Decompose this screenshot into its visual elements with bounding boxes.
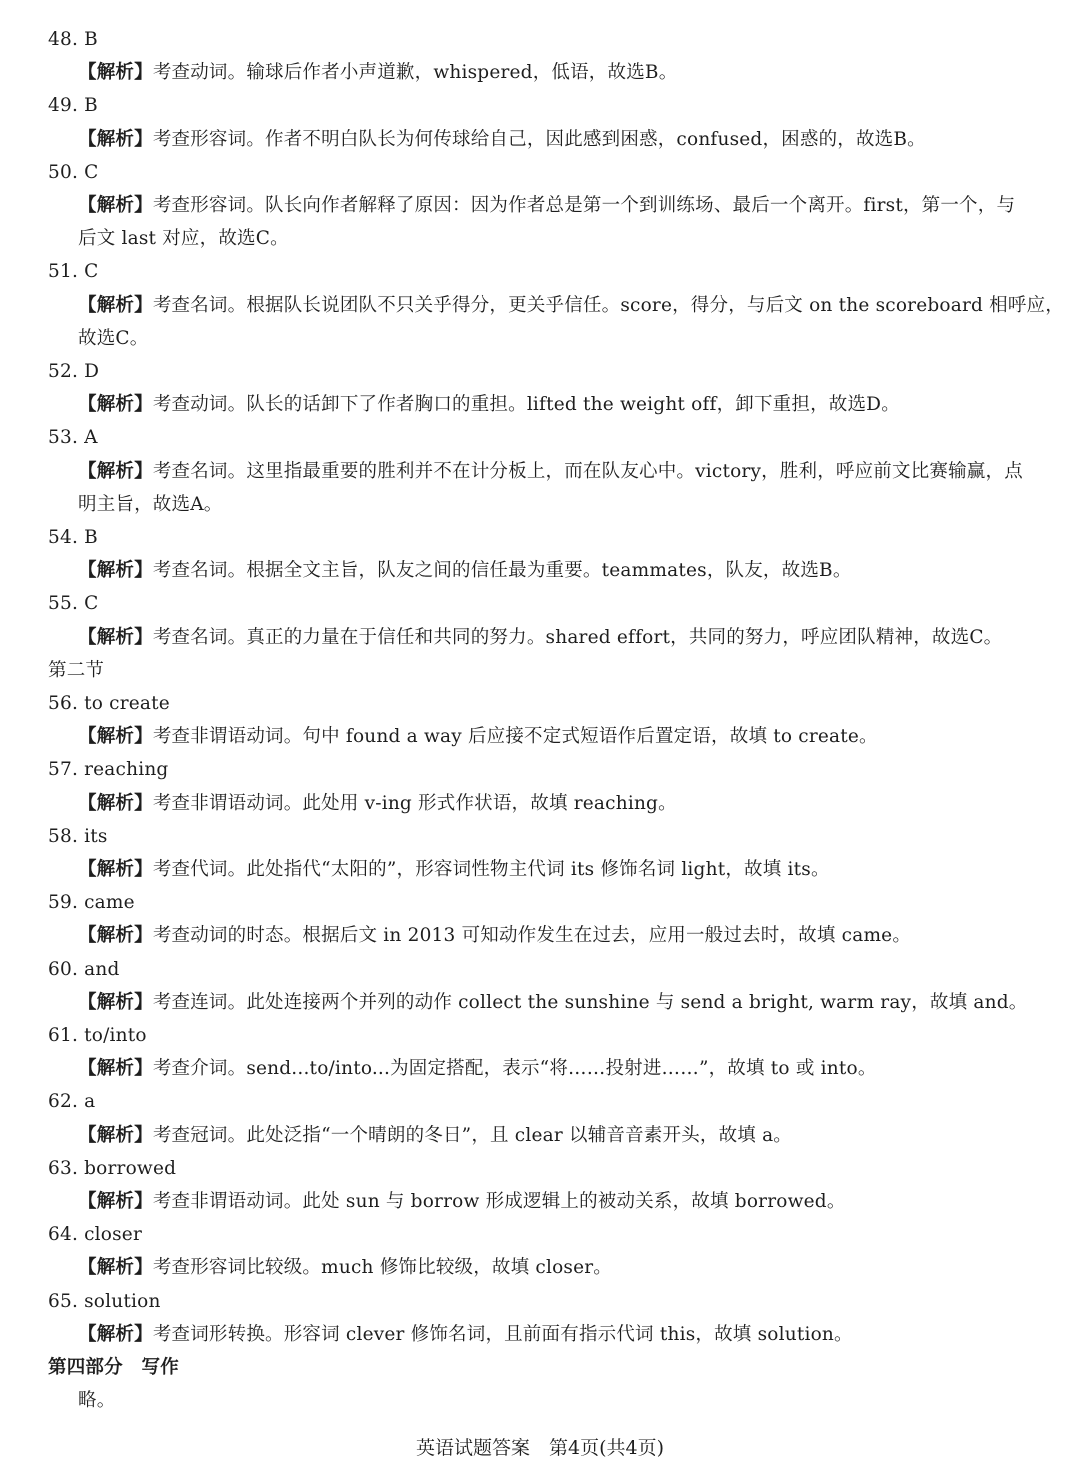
answer-number: 49. B <box>48 95 98 117</box>
explanation-text: 考查动词的时态。根据后文 in 2013 可知动作发生在过去，应用一般过去时，故填 came。 <box>152 925 912 947</box>
explanation-line <box>78 194 1015 218</box>
explanation-line <box>78 294 1064 318</box>
explanation-text: 考查非谓语动词。此处用 v-ing 形式作状语，故填 reaching。 <box>152 792 677 814</box>
answer-number: 58. its <box>48 825 108 847</box>
analysis-tag: 【解析】 <box>78 925 153 947</box>
analysis-tag: 【解析】 <box>78 128 153 150</box>
answer-number: 60. and <box>48 958 120 980</box>
explanation-text: 考查名词。根据全文主旨，队友之间的信任最为重要。teammates，队友，故选B。 <box>152 560 852 582</box>
page-footer: 英语试题答案 第4页(共4页) <box>415 1437 664 1459</box>
explanation-text: 考查形容词。作者不明白队长为何传球给自己，因此感到困惑，confused，困惑的，故选B。 <box>152 128 926 150</box>
analysis-tag: 【解析】 <box>78 859 153 880</box>
explanation-line <box>78 393 900 417</box>
explanation-line <box>78 1190 846 1214</box>
explanation-continuation: 明主旨，故选A。 <box>78 493 223 515</box>
analysis-tag: 【解析】 <box>78 792 153 814</box>
analysis-tag: 【解析】 <box>78 1191 153 1212</box>
explanation-line <box>78 725 878 749</box>
explanation-text: 考查动词。队长的话卸下了作者胸口的重担。lifted the weight off，卸下重担，故选D。 <box>152 394 900 416</box>
part-body: 略。 <box>78 1390 116 1412</box>
explanation-line <box>78 626 1002 650</box>
answer-number: 48. B <box>48 29 98 50</box>
analysis-tag: 【解析】 <box>78 195 153 216</box>
analysis-tag: 【解析】 <box>78 626 153 648</box>
analysis-tag: 【解析】 <box>78 460 153 482</box>
section-heading: 第二节 <box>48 659 105 681</box>
analysis-tag: 【解析】 <box>78 560 153 582</box>
answer-number: 61. to/into <box>48 1025 147 1046</box>
explanation-line <box>78 1323 853 1347</box>
explanation-text: 考查介词。send...to/into...为固定搭配，表示“将……投射进……”，故填 to 或 into。 <box>152 1058 877 1080</box>
explanation-text: 考查词形转换。形容词 clever 修饰名词，且前面有指示代词 this，故填 solution。 <box>152 1323 853 1345</box>
answer-number: 59. came <box>48 892 135 914</box>
analysis-tag: 【解析】 <box>78 991 153 1013</box>
explanation-text: 考查形容词。队长向作者解释了原因：因为作者总是第一个到训练场、最后一个离开。first，第一个，与 <box>152 195 1016 216</box>
analysis-tag: 【解析】 <box>78 1257 153 1279</box>
explanation-line <box>78 924 911 948</box>
explanation-text: 考查名词。根据队长说团队不只关乎得分，更关乎信任。score，得分，与后文 on the scoreboard 相呼应， <box>152 294 1064 316</box>
analysis-tag: 【解析】 <box>78 294 153 316</box>
answer-number: 55. C <box>48 593 99 615</box>
explanation-line <box>78 1057 877 1081</box>
explanation-line <box>78 460 1023 484</box>
answer-number: 56. to create <box>48 693 170 714</box>
explanation-text: 考查代词。此处指代“太阳的”，形容词性物主代词 its 修饰名词 light，故填 its。 <box>152 859 830 880</box>
analysis-tag: 【解析】 <box>78 1323 153 1345</box>
analysis-tag: 【解析】 <box>78 726 153 748</box>
explanation-line <box>78 991 1027 1015</box>
answer-number: 63. borrowed <box>48 1157 177 1179</box>
answer-number: 51. C <box>48 261 99 283</box>
explanation-continuation: 故选C。 <box>78 327 149 349</box>
part-heading: 第四部分 写作 <box>48 1357 179 1378</box>
explanation-text: 考查连词。此处连接两个并列的动作 collect the sunshine 与 send a bright, warm ray，故填 and。 <box>152 991 1028 1013</box>
analysis-tag: 【解析】 <box>78 62 153 84</box>
answer-number: 50. C <box>48 161 99 183</box>
explanation-text: 考查冠词。此处泛指“一个晴朗的冬日”，且 clear 以辅音音素开头，故填 a。 <box>152 1124 793 1146</box>
explanation-line <box>78 792 677 816</box>
answer-number: 54. B <box>48 527 98 548</box>
analysis-tag: 【解析】 <box>78 1058 153 1080</box>
explanation-line <box>78 858 830 882</box>
explanation-continuation: 后文 last 对应，故选C。 <box>78 228 289 250</box>
analysis-tag: 【解析】 <box>78 1124 153 1146</box>
explanation-text: 考查名词。真正的力量在于信任和共同的努力。shared effort，共同的努力，呼应团队精神，故选C。 <box>152 626 1003 648</box>
explanation-text: 考查形容词比较级。much 修饰比较级，故填 closer。 <box>152 1257 613 1279</box>
answer-number: 62. a <box>48 1091 96 1113</box>
answer-number: 53. A <box>48 427 98 449</box>
answer-number: 57. reaching <box>48 759 169 781</box>
explanation-text: 考查名词。这里指最重要的胜利并不在计分板上，而在队友心中。victory，胜利，呼应前文比赛输赢，点 <box>152 460 1023 482</box>
explanation-line <box>78 61 677 85</box>
explanation-text: 考查非谓语动词。此处 sun 与 borrow 形成逻辑上的被动关系，故填 borrowed。 <box>152 1191 846 1212</box>
answer-number: 64. closer <box>48 1224 143 1246</box>
explanation-line <box>78 1124 792 1148</box>
explanation-line <box>78 559 852 583</box>
explanation-line <box>78 1256 612 1280</box>
analysis-tag: 【解析】 <box>78 394 153 416</box>
answer-number: 52. D <box>48 361 100 382</box>
explanation-line <box>78 128 926 152</box>
explanation-text: 考查动词。输球后作者小声道歉，whispered，低语，故选B。 <box>152 62 678 84</box>
explanation-text: 考查非谓语动词。句中 found a way 后应接不定式短语作后置定语，故填 to create。 <box>152 726 878 748</box>
answer-number: 65. solution <box>48 1290 161 1312</box>
